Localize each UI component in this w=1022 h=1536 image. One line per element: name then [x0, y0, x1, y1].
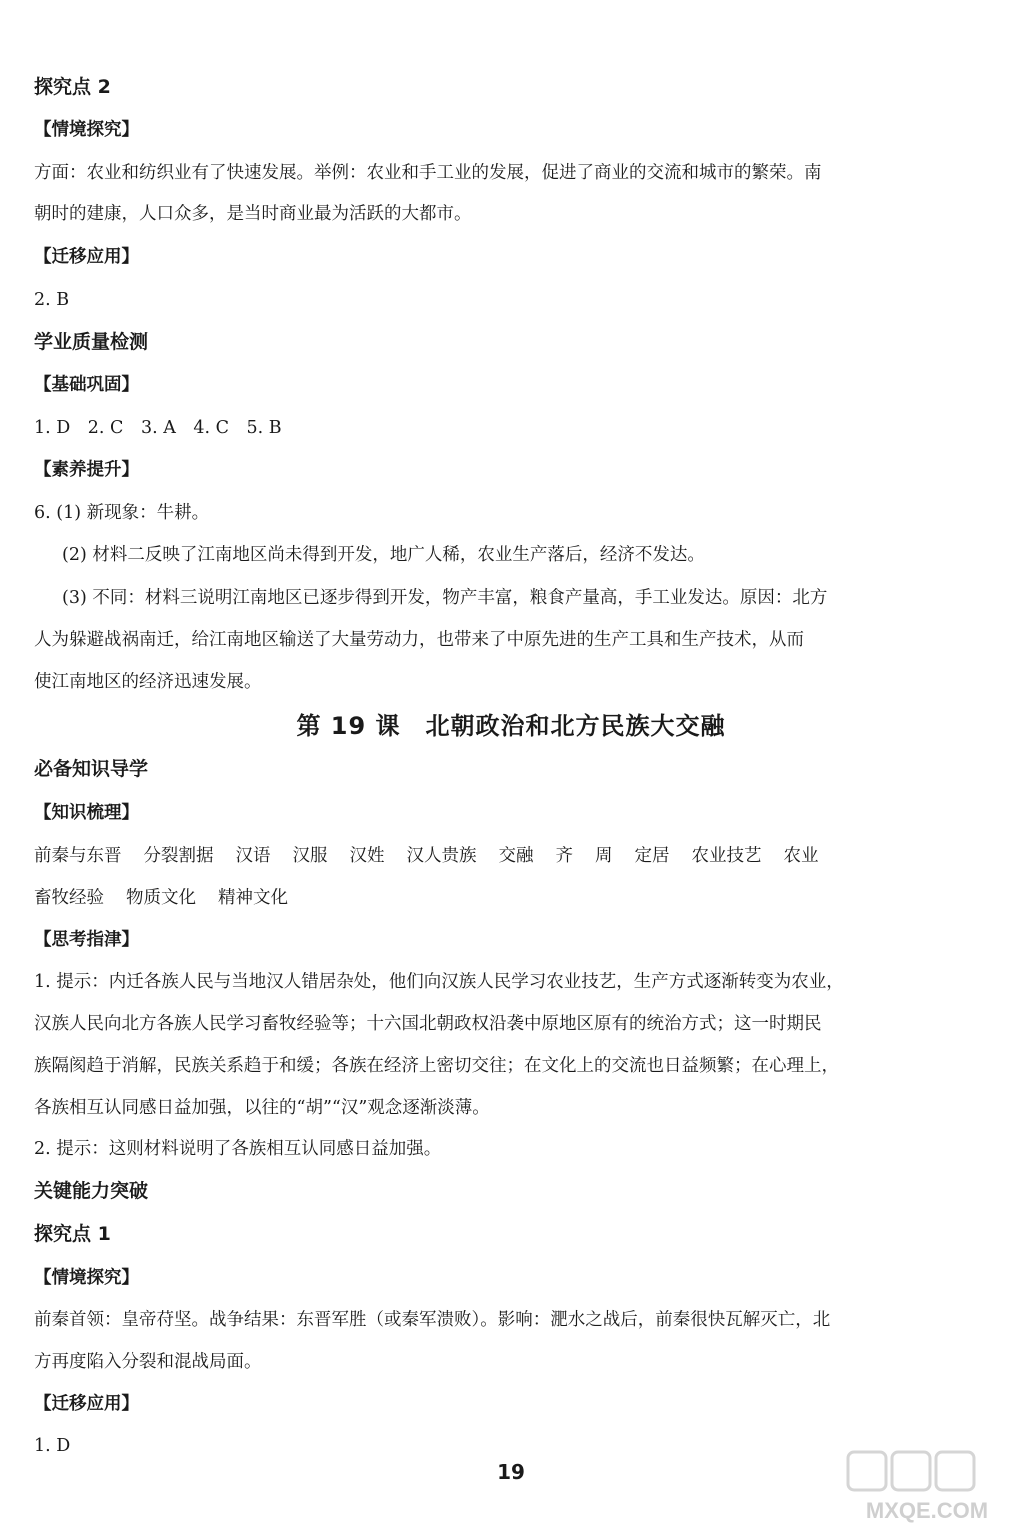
answer-line: (2) 材料二反映了江南地区尚未得到开发，地广人稀，农业生产落后，经济不发达。: [62, 545, 705, 565]
watermark-text: MXQE.COM: [865, 1498, 989, 1523]
answer-line: 1. D: [34, 1436, 71, 1456]
section-heading: 必备知识导学: [34, 758, 149, 780]
subsection-label: 【知识梳理】: [34, 803, 139, 823]
term: 精神文化: [218, 888, 288, 908]
term: 分裂割据: [143, 846, 214, 866]
subsection-label: 【素养提升】: [34, 460, 139, 480]
answer-line: (3) 不同：材料三说明江南地区已逐步得到开发，物产丰富，粮食产量高，手工业发达。原因：北方: [62, 588, 828, 608]
subsection-label: 【情境探究】: [34, 120, 139, 140]
term: 汉服: [292, 846, 328, 866]
term-list: [34, 885, 310, 911]
lesson-title: 第 19 课 北朝政治和北方民族大交融: [296, 712, 726, 740]
term-list: [34, 843, 841, 869]
section-heading: 学业质量检测: [34, 331, 149, 353]
paragraph-line: 方面：农业和纺织业有了快速发展。举例：农业和手工业的发展，促进了商业的交流和城市的繁荣。南: [34, 163, 822, 183]
answer-line: 2. B: [34, 290, 70, 310]
term: 交融: [498, 846, 534, 866]
subsection-label: 【情境探究】: [34, 1268, 139, 1288]
section-heading: 探究点 1: [34, 1223, 111, 1245]
subsection-label: 【基础巩固】: [34, 375, 139, 395]
watermark-logo: [842, 1448, 1012, 1528]
term: 畜牧经验: [34, 888, 104, 908]
paragraph-line: 2. 提示：这则材料说明了各族相互认同感日益加强。: [34, 1139, 442, 1159]
paragraph-line: 朝时的建康，人口众多，是当时商业最为活跃的大都市。: [34, 204, 472, 224]
term: 农业技艺: [691, 846, 762, 866]
term: 齐: [555, 846, 573, 866]
term: 农业: [783, 846, 819, 866]
term: 定居: [634, 846, 670, 866]
term: 周: [595, 846, 613, 866]
term: 汉语: [235, 846, 271, 866]
subsection-label: 【思考指津】: [34, 930, 139, 950]
paragraph-line: 前秦首领：皇帝苻坚。战争结果：东晋军胜（或秦军溃败）。影响：淝水之战后，前秦很快瓦解灭亡，北: [34, 1310, 831, 1330]
answer-line: 1. D 2. C 3. A 4. C 5. B: [34, 418, 282, 438]
paragraph-line: 1. 提示：内迁各族人民与当地汉人错居杂处，他们向汉族人民学习农业技艺，生产方式逐渐转变为农业，: [34, 972, 844, 992]
paragraph-line: 各族相互认同感日益加强，以往的“胡”“汉”观念逐渐淡薄。: [34, 1098, 490, 1118]
answer-line: 人为躲避战祸南迁，给江南地区输送了大量劳动力，也带来了中原先进的生产工具和生产技术，从而: [34, 630, 804, 650]
answer-line: 6. (1) 新现象：牛耕。: [34, 503, 210, 523]
section-heading: 关键能力突破: [34, 1180, 149, 1202]
term: 前秦与东晋: [34, 846, 122, 866]
subsection-label: 【迁移应用】: [34, 1394, 139, 1414]
section-heading: 探究点 2: [34, 76, 111, 98]
paragraph-line: 方再度陷入分裂和混战局面。: [34, 1352, 262, 1372]
page-number: 19: [497, 1460, 525, 1484]
term: 汉人贵族: [406, 846, 477, 866]
paragraph-line: 汉族人民向北方各族人民学习畜牧经验等；十六国北朝政权沿袭中原地区原有的统治方式；这一时期民: [34, 1014, 822, 1034]
term: 汉姓: [349, 846, 385, 866]
term: 物质文化: [126, 888, 196, 908]
paragraph-line: 族隔阂趋于消解，民族关系趋于和缓；各族在经济上密切交往；在文化上的交流也日益频繁；在心理上，: [34, 1056, 839, 1076]
answer-line: 使江南地区的经济迅速发展。: [34, 672, 262, 692]
subsection-label: 【迁移应用】: [34, 247, 139, 267]
